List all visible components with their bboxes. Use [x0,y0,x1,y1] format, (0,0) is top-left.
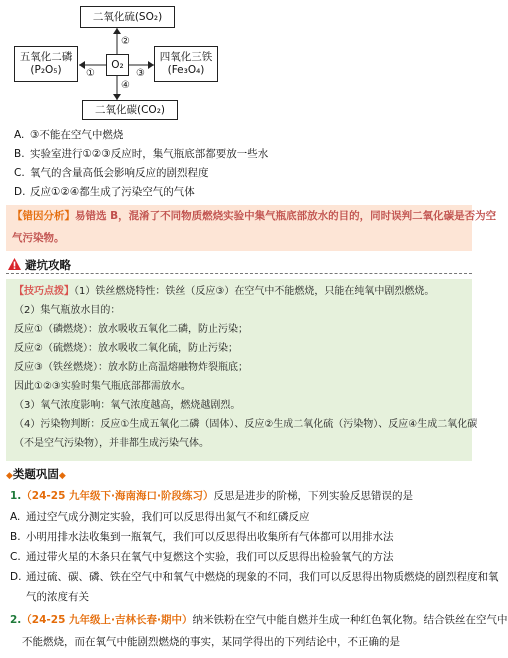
marker-1: ① [86,68,95,79]
tips-line3: 反应①（磷燃烧）：放水吸收五氧化二磷，防止污染； [14,324,248,335]
tips-line8: （4）污染物判断：反应①生成五氧化二磷（固体）、反应②生成二氧化硫（污染物）、反应④生成二氧化碳 [14,419,478,430]
option-key: A. [10,511,21,523]
option-d [14,185,195,199]
divider [6,273,472,274]
error-tag: 【错因分析】 [12,210,75,222]
marker-4: ④ [121,80,130,91]
option-key: C. [10,551,21,563]
q1-option-b [10,529,394,545]
error-analysis-box [6,205,497,251]
box-so2 [80,6,175,28]
box-fe3o4 [154,46,218,82]
question-number: 2. [10,614,22,626]
avoid-pitfalls-heading [8,257,71,273]
question-text: 反思是进步的阶梯，下列实验反思错误的是 [213,490,414,502]
consolidate-title-text: 类题巩固 [12,467,59,481]
diamond-icon: ◆ [6,471,13,481]
q1-option-c [10,549,394,565]
option-a [14,128,123,142]
label-p2o5-name: 五氧化二磷 [19,51,73,63]
arrow-left [79,61,85,69]
error-line2: 气污染物。 [12,232,65,244]
label-so2: 二氧化硫(SO₂) [92,11,163,23]
option-text: 小明用排水法收集到一瓶氧气，我们可以反思得出收集所有气体都可以用排水法 [26,531,394,543]
label-o2: O₂ [111,59,124,71]
avoid-title-text: 避坑攻略 [25,258,72,272]
question-text: 纳米铁粉在空气中能自燃并生成一种红色氧化物。结合铁丝在空气中 [192,614,508,626]
box-p2o5 [14,46,78,82]
consolidate-heading [6,466,66,482]
tips-line9: （不是空气污染物），并非都生成污染气体。 [14,438,209,449]
tips-tag: 【技巧点拨】 [14,286,74,297]
box-co2 [82,100,178,120]
option-key: B. [10,531,21,543]
option-text: 通过硫、碳、磷、铁在空气中和氧气中燃烧的现象的不同，我们可以反思得出物质燃烧的剧烈程度和氧 [26,571,499,583]
q1-option-a [10,509,310,525]
question-2-line2: 不能燃烧，而在氧气中能剧烈燃烧的事实，某同学得出的下列结论中，不正确的是 [22,636,400,648]
question-1 [10,488,413,504]
tips-box [6,279,478,461]
option-key: D. [14,186,26,198]
option-text: 通过空气成分测定实验，我们可以反思得出氮气不和红磷反应 [26,511,310,523]
marker-2: ② [121,36,130,47]
option-c [14,166,209,180]
label-fe3o4-name: 四氧化三铁 [159,51,213,63]
option-key: B. [14,148,25,160]
tips-line6: 因此①②③实验时集气瓶底部都需放水。 [14,381,191,392]
option-key: A. [14,129,25,141]
option-text: 通过带火星的木条只在氧气中复燃这个实验，我们可以反思得出检验氧气的方法 [26,551,394,563]
label-p2o5-formula: (P₂O₅) [30,64,62,76]
label-fe3o4-formula: (Fe₃O₄) [167,64,205,76]
q1-option-d [10,569,499,585]
q1-option-d-cont: 气的浓度有关 [26,591,89,603]
tips-line5: 反应③（铁丝燃烧）：放水防止高温熔融物炸裂瓶底； [14,362,248,373]
warning-icon [8,258,21,270]
tips-line4: 反应②（硫燃烧）：放水吸收二氧化硫，防止污染； [14,343,238,354]
question-2 [10,612,508,628]
arrow-top [113,28,121,34]
reaction-diagram [0,0,482,122]
option-key: C. [14,167,25,179]
option-b [14,147,268,161]
option-text: ③不能在空气中燃烧 [30,129,124,141]
option-text: 氧气的含量高低会影响反应的剧烈程度 [30,167,209,179]
option-text: 反应①②④都生成了污染空气的气体 [30,186,195,198]
tips-line1: （1）铁丝燃烧特性：铁丝（反应③）在空气中不能燃烧，只能在纯氧中剧烈燃烧。 [74,286,435,297]
error-line1: 易错选 B，混淆了不同物质燃烧实验中集气瓶底部放水的目的，同时误判二氧化碳是否为空 [75,210,497,222]
box-o2 [106,54,129,76]
question-source: （24-25 九年级下·海南海口·阶段练习） [21,490,214,502]
option-key: D. [10,571,22,583]
label-co2: 二氧化碳(CO₂) [95,104,165,116]
tips-line2: （2）集气瓶放水目的： [14,305,121,316]
option-text: 实验室进行①②③反应时，集气瓶底部都要放一些水 [30,148,269,160]
marker-3: ③ [136,68,145,79]
question-number: 1. [10,490,22,502]
tips-line7: （3）氧气浓度影响：氧气浓度越高，燃烧越剧烈。 [14,400,241,411]
diamond-icon: ◆ [58,471,66,481]
question-source: （24-25 九年级上·吉林长春·期中） [21,614,193,626]
